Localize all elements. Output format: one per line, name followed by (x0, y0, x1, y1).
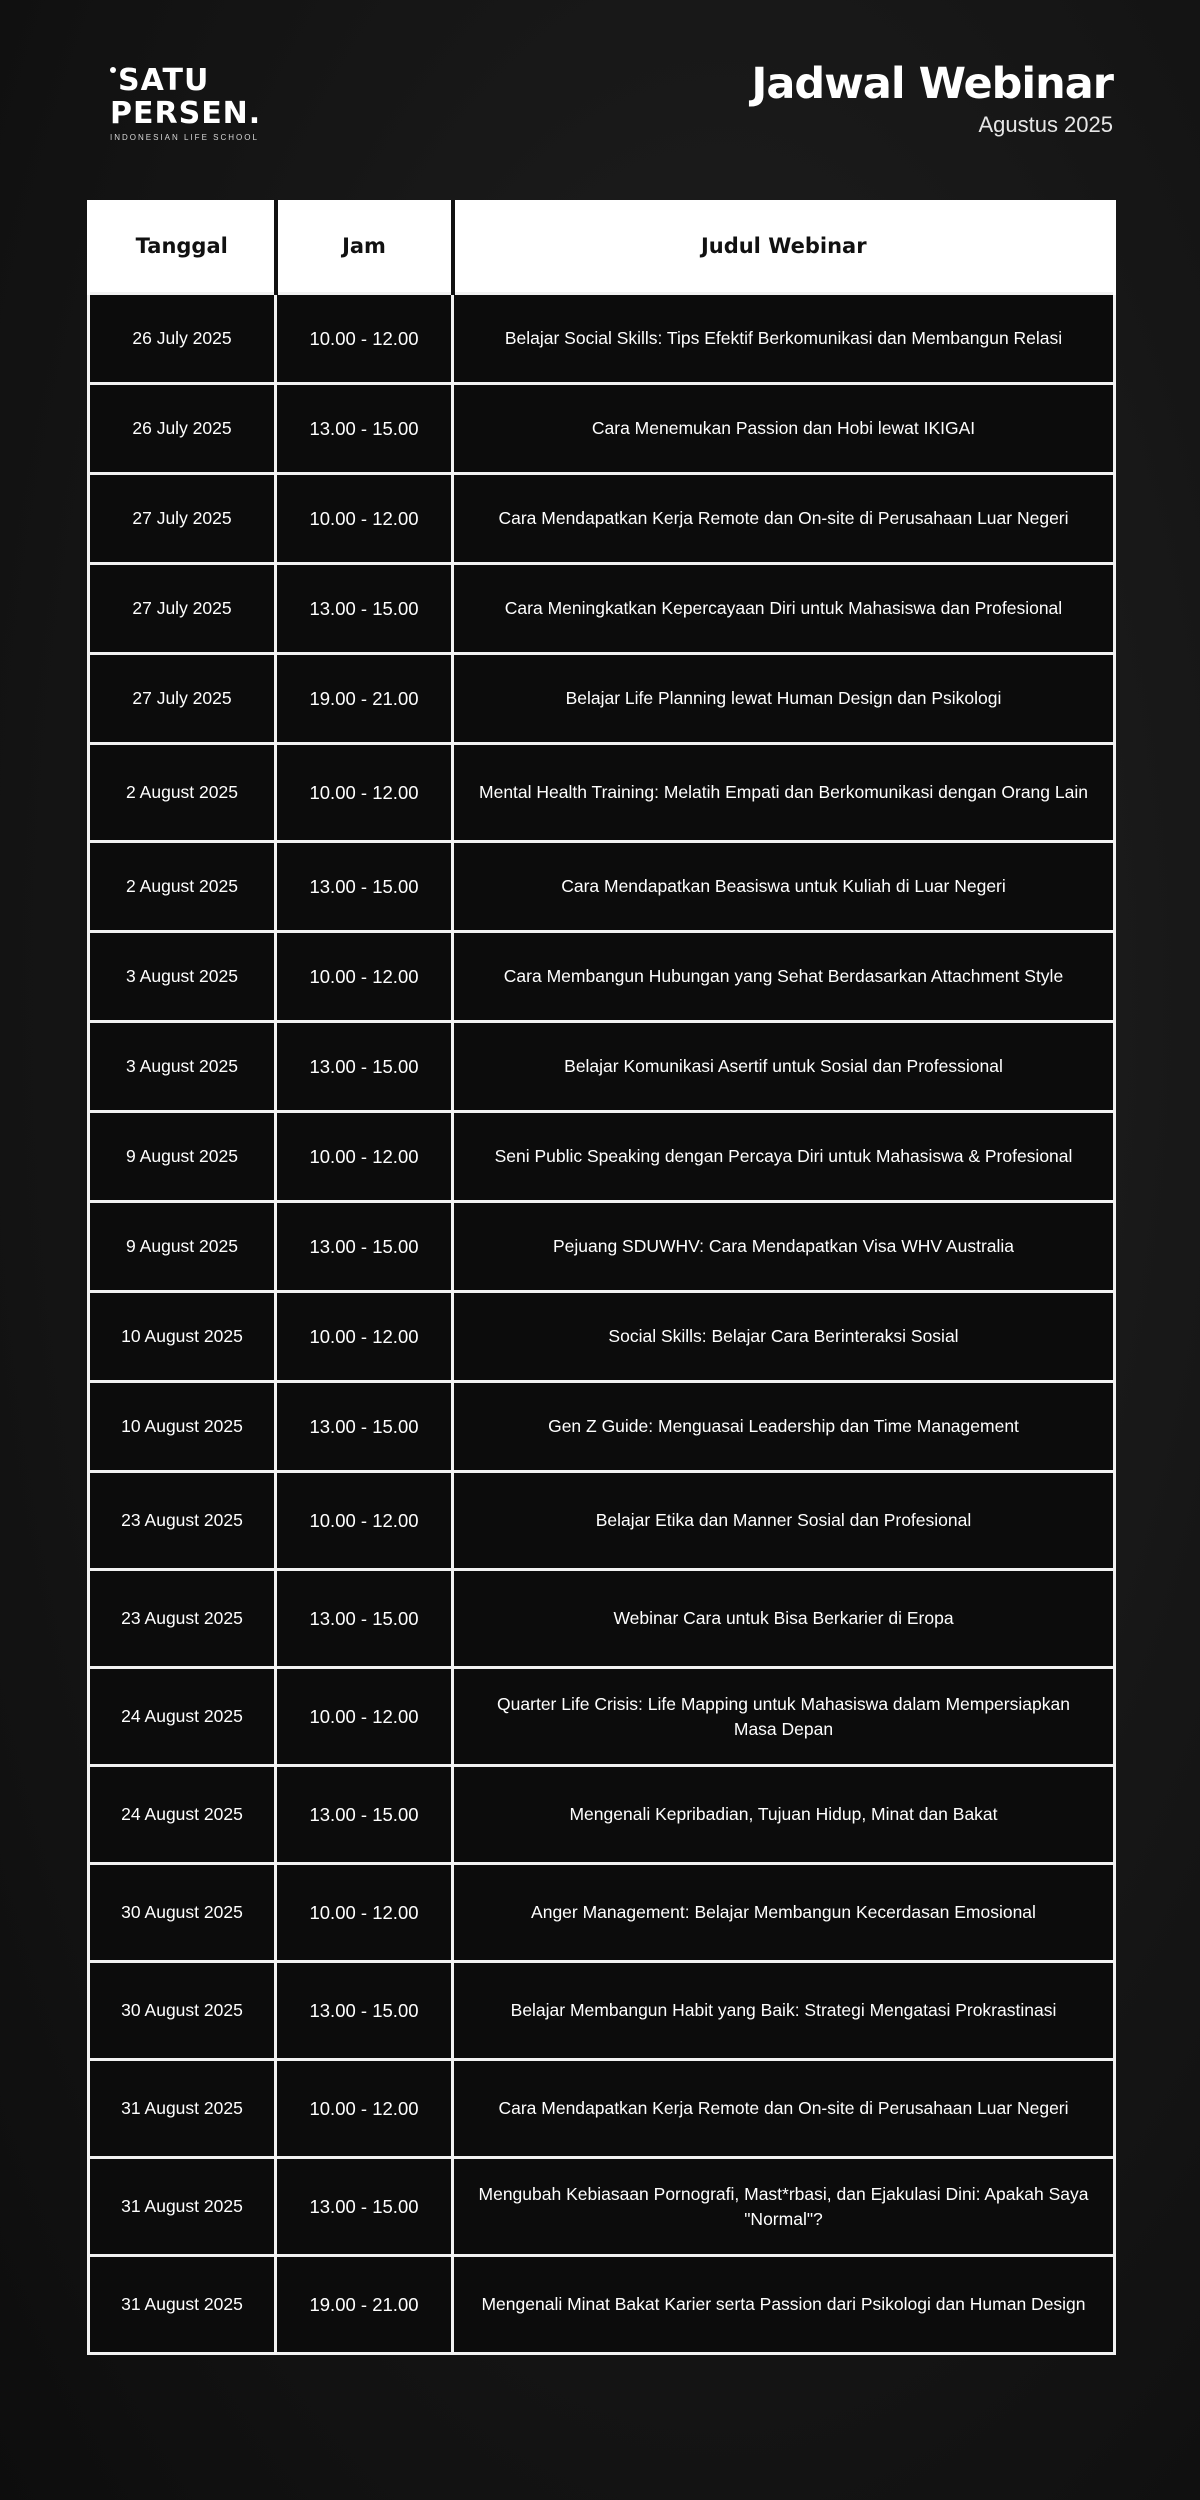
time-cell: 10.00 - 12.00 (276, 294, 453, 384)
logo-tagline: INDONESIAN LIFE SCHOOL (110, 133, 259, 142)
time-cell: 13.00 - 15.00 (276, 1766, 453, 1864)
page-header (751, 58, 1113, 138)
page-title: Jadwal Webinar (751, 59, 1113, 109)
table-row (89, 1382, 1115, 1472)
date-cell: 26 July 2025 (89, 294, 276, 384)
time-cell: 10.00 - 12.00 (276, 1112, 453, 1202)
table-header-row (89, 200, 1115, 294)
time-cell: 19.00 - 21.00 (276, 2256, 453, 2354)
table-row (89, 384, 1115, 474)
table-row (89, 1472, 1115, 1570)
table-row (89, 1864, 1115, 1962)
table-row (89, 1202, 1115, 1292)
title-cell: Cara Mendapatkan Kerja Remote dan On-site di Perusahaan Luar Negeri (453, 2060, 1115, 2158)
webinar-schedule-table (87, 200, 1116, 2355)
date-cell: 10 August 2025 (89, 1292, 276, 1382)
date-cell: 3 August 2025 (89, 932, 276, 1022)
time-cell: 13.00 - 15.00 (276, 842, 453, 932)
table-row (89, 744, 1115, 842)
table-row (89, 2256, 1115, 2354)
date-cell: 3 August 2025 (89, 1022, 276, 1112)
time-cell: 13.00 - 15.00 (276, 1022, 453, 1112)
time-cell: 10.00 - 12.00 (276, 1292, 453, 1382)
date-cell: 27 July 2025 (89, 654, 276, 744)
title-cell: Belajar Membangun Habit yang Baik: Strategi Mengatasi Prokrastinasi (453, 1962, 1115, 2060)
table-row (89, 1292, 1115, 1382)
title-cell: Mengubah Kebiasaan Pornografi, Mast*rbasi, dan Ejakulasi Dini: Apakah Saya "Normal"? (453, 2158, 1115, 2256)
date-cell: 27 July 2025 (89, 474, 276, 564)
time-cell: 19.00 - 21.00 (276, 654, 453, 744)
title-cell: Belajar Life Planning lewat Human Design dan Psikologi (453, 654, 1115, 744)
satu-persen-logo (110, 64, 280, 142)
title-cell: Gen Z Guide: Menguasai Leadership dan Time Management (453, 1382, 1115, 1472)
logo-line-1: SATU (118, 63, 210, 98)
page-subtitle: Agustus 2025 (978, 112, 1113, 137)
title-cell: Seni Public Speaking dengan Percaya Diri untuk Mahasiswa & Profesional (453, 1112, 1115, 1202)
date-cell: 30 August 2025 (89, 1962, 276, 2060)
time-cell: 13.00 - 15.00 (276, 1382, 453, 1472)
time-cell: 13.00 - 15.00 (276, 2158, 453, 2256)
time-cell: 13.00 - 15.00 (276, 384, 453, 474)
time-cell: 10.00 - 12.00 (276, 1864, 453, 1962)
column-header-title: Judul Webinar (453, 200, 1115, 294)
date-cell: 31 August 2025 (89, 2060, 276, 2158)
title-cell: Belajar Komunikasi Asertif untuk Sosial dan Professional (453, 1022, 1115, 1112)
title-cell: Anger Management: Belajar Membangun Kecerdasan Emosional (453, 1864, 1115, 1962)
column-header-time: Jam (276, 200, 453, 294)
title-cell: Cara Meningkatkan Kepercayaan Diri untuk Mahasiswa dan Profesional (453, 564, 1115, 654)
time-cell: 10.00 - 12.00 (276, 932, 453, 1022)
date-cell: 9 August 2025 (89, 1112, 276, 1202)
date-cell: 31 August 2025 (89, 2256, 276, 2354)
time-cell: 10.00 - 12.00 (276, 1668, 453, 1766)
table-row (89, 1962, 1115, 2060)
title-cell: Cara Mendapatkan Kerja Remote dan On-site di Perusahaan Luar Negeri (453, 474, 1115, 564)
table-row (89, 932, 1115, 1022)
time-cell: 13.00 - 15.00 (276, 564, 453, 654)
title-cell: Cara Membangun Hubungan yang Sehat Berdasarkan Attachment Style (453, 932, 1115, 1022)
title-cell: Social Skills: Belajar Cara Berinteraksi Sosial (453, 1292, 1115, 1382)
table-row (89, 1766, 1115, 1864)
title-cell: Cara Mendapatkan Beasiswa untuk Kuliah di Luar Negeri (453, 842, 1115, 932)
time-cell: 13.00 - 15.00 (276, 1570, 453, 1668)
title-cell: Pejuang SDUWHV: Cara Mendapatkan Visa WHV Australia (453, 1202, 1115, 1292)
time-cell: 10.00 - 12.00 (276, 1472, 453, 1570)
time-cell: 10.00 - 12.00 (276, 474, 453, 564)
table-row (89, 1668, 1115, 1766)
date-cell: 31 August 2025 (89, 2158, 276, 2256)
table-row (89, 1112, 1115, 1202)
table-row (89, 2060, 1115, 2158)
logo-line-2: PERSEN. (110, 96, 262, 131)
table-row (89, 1570, 1115, 1668)
table-row (89, 564, 1115, 654)
table-row (89, 654, 1115, 744)
table-row (89, 1022, 1115, 1112)
date-cell: 10 August 2025 (89, 1382, 276, 1472)
time-cell: 13.00 - 15.00 (276, 1962, 453, 2060)
time-cell: 10.00 - 12.00 (276, 2060, 453, 2158)
date-cell: 2 August 2025 (89, 744, 276, 842)
table-row (89, 294, 1115, 384)
date-cell: 24 August 2025 (89, 1766, 276, 1864)
date-cell: 23 August 2025 (89, 1570, 276, 1668)
date-cell: 26 July 2025 (89, 384, 276, 474)
column-header-date: Tanggal (89, 200, 276, 294)
table-row (89, 2158, 1115, 2256)
date-cell: 9 August 2025 (89, 1202, 276, 1292)
date-cell: 30 August 2025 (89, 1864, 276, 1962)
time-cell: 10.00 - 12.00 (276, 744, 453, 842)
date-cell: 23 August 2025 (89, 1472, 276, 1570)
title-cell: Quarter Life Crisis: Life Mapping untuk Mahasiswa dalam Mempersiapkan Masa Depan (453, 1668, 1115, 1766)
title-cell: Webinar Cara untuk Bisa Berkarier di Eropa (453, 1570, 1115, 1668)
table-row (89, 474, 1115, 564)
logo-dot-icon (110, 67, 116, 73)
title-cell: Belajar Social Skills: Tips Efektif Berkomunikasi dan Membangun Relasi (453, 294, 1115, 384)
date-cell: 27 July 2025 (89, 564, 276, 654)
title-cell: Cara Menemukan Passion dan Hobi lewat IKIGAI (453, 384, 1115, 474)
title-cell: Mengenali Minat Bakat Karier serta Passion dari Psikologi dan Human Design (453, 2256, 1115, 2354)
title-cell: Mengenali Kepribadian, Tujuan Hidup, Minat dan Bakat (453, 1766, 1115, 1864)
title-cell: Mental Health Training: Melatih Empati dan Berkomunikasi dengan Orang Lain (453, 744, 1115, 842)
time-cell: 13.00 - 15.00 (276, 1202, 453, 1292)
date-cell: 24 August 2025 (89, 1668, 276, 1766)
table-row (89, 842, 1115, 932)
title-cell: Belajar Etika dan Manner Sosial dan Profesional (453, 1472, 1115, 1570)
date-cell: 2 August 2025 (89, 842, 276, 932)
